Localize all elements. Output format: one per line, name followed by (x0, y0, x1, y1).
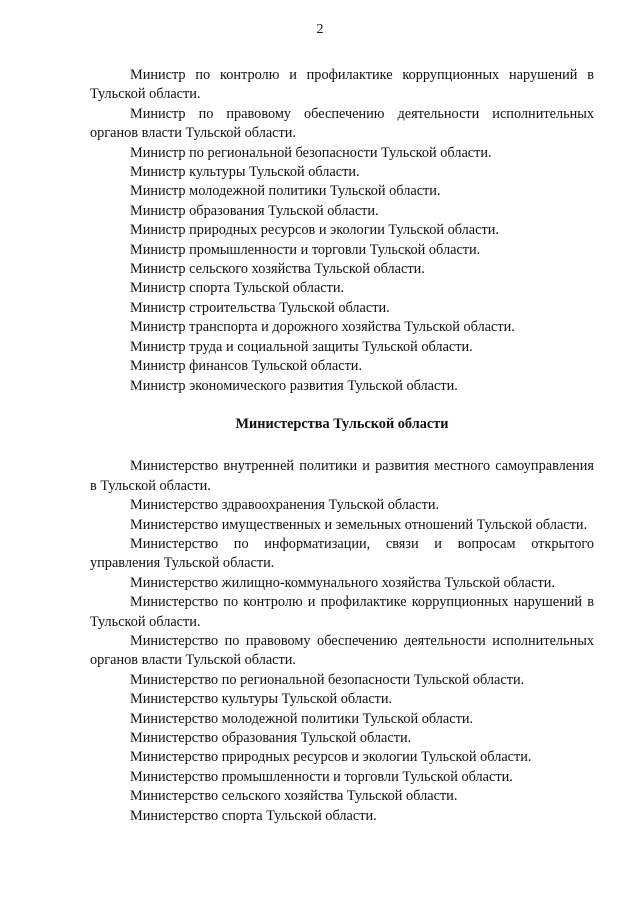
ministry-item: Министерство имущественных и земельных отношений Тульской области. (130, 516, 588, 533)
ministry-item: Министерство культуры Тульской области. (130, 691, 393, 708)
section-heading: Министерства Тульской области (235, 415, 449, 432)
ministry-item: Министерство сельского хозяйства Тульской области. (130, 788, 458, 805)
minister-item: Министр образования Тульской области. (130, 202, 379, 219)
minister-item: Министр труда и социальной защиты Тульской области. (130, 338, 473, 355)
minister-item: Министр финансов Тульской области. (130, 358, 363, 375)
minister-item: Министр экономического развития Тульской области. (130, 377, 458, 394)
ministries-list (90, 457, 594, 826)
ministry-item: Министерство природных ресурсов и экологии Тульской области. (130, 749, 532, 766)
ministry-item: Министерство спорта Тульской области. (130, 807, 377, 824)
minister-item: Министр строительства Тульской области. (130, 299, 390, 316)
minister-item: Министр молодежной политики Тульской области. (130, 183, 441, 200)
ministry-item: Министерство промышленности и торговли Тульской области. (130, 768, 513, 785)
page-number: 2 (316, 22, 324, 37)
minister-item: Министр по правовому обеспечению деятельности исполнительных органов власти Тульской области. (90, 105, 594, 142)
ministry-item: Министерство по региональной безопасности Тульской области. (130, 671, 525, 688)
ministers-list (90, 66, 594, 396)
minister-item: Министр по региональной безопасности Тульской области. (130, 144, 492, 161)
document-body (90, 66, 594, 826)
ministry-item: Министерство по информатизации, связи и вопросам открытого управления Тульской области. (90, 535, 594, 572)
minister-item: Министр спорта Тульской области. (130, 280, 345, 297)
minister-item: Министр сельского хозяйства Тульской области. (130, 261, 425, 278)
minister-item: Министр транспорта и дорожного хозяйства Тульской области. (130, 319, 515, 336)
minister-item: Министр культуры Тульской области. (130, 164, 360, 181)
ministry-item: Министерство по правовому обеспечению деятельности исполнительных органов власти Тульской области. (90, 632, 594, 669)
minister-item: Министр промышленности и торговли Тульской области. (130, 241, 481, 258)
ministry-item: Министерство по контролю и профилактике коррупционных нарушений в Тульской области. (90, 594, 594, 630)
minister-item: Министр природных ресурсов и экологии Тульской области. (130, 222, 499, 239)
ministry-item: Министерство жилищно-коммунального хозяйства Тульской области. (130, 574, 555, 591)
ministry-item: Министерство молодежной политики Тульской области. (130, 710, 474, 727)
ministry-item: Министерство внутренней политики и развития местного самоуправления в Тульской области. (90, 458, 594, 494)
ministry-item: Министерство образования Тульской области. (130, 730, 412, 746)
ministry-item: Министерство здравоохранения Тульской области. (130, 497, 440, 514)
minister-item: Министр по контролю и профилактике коррупционных нарушений в Тульской области. (90, 67, 594, 103)
